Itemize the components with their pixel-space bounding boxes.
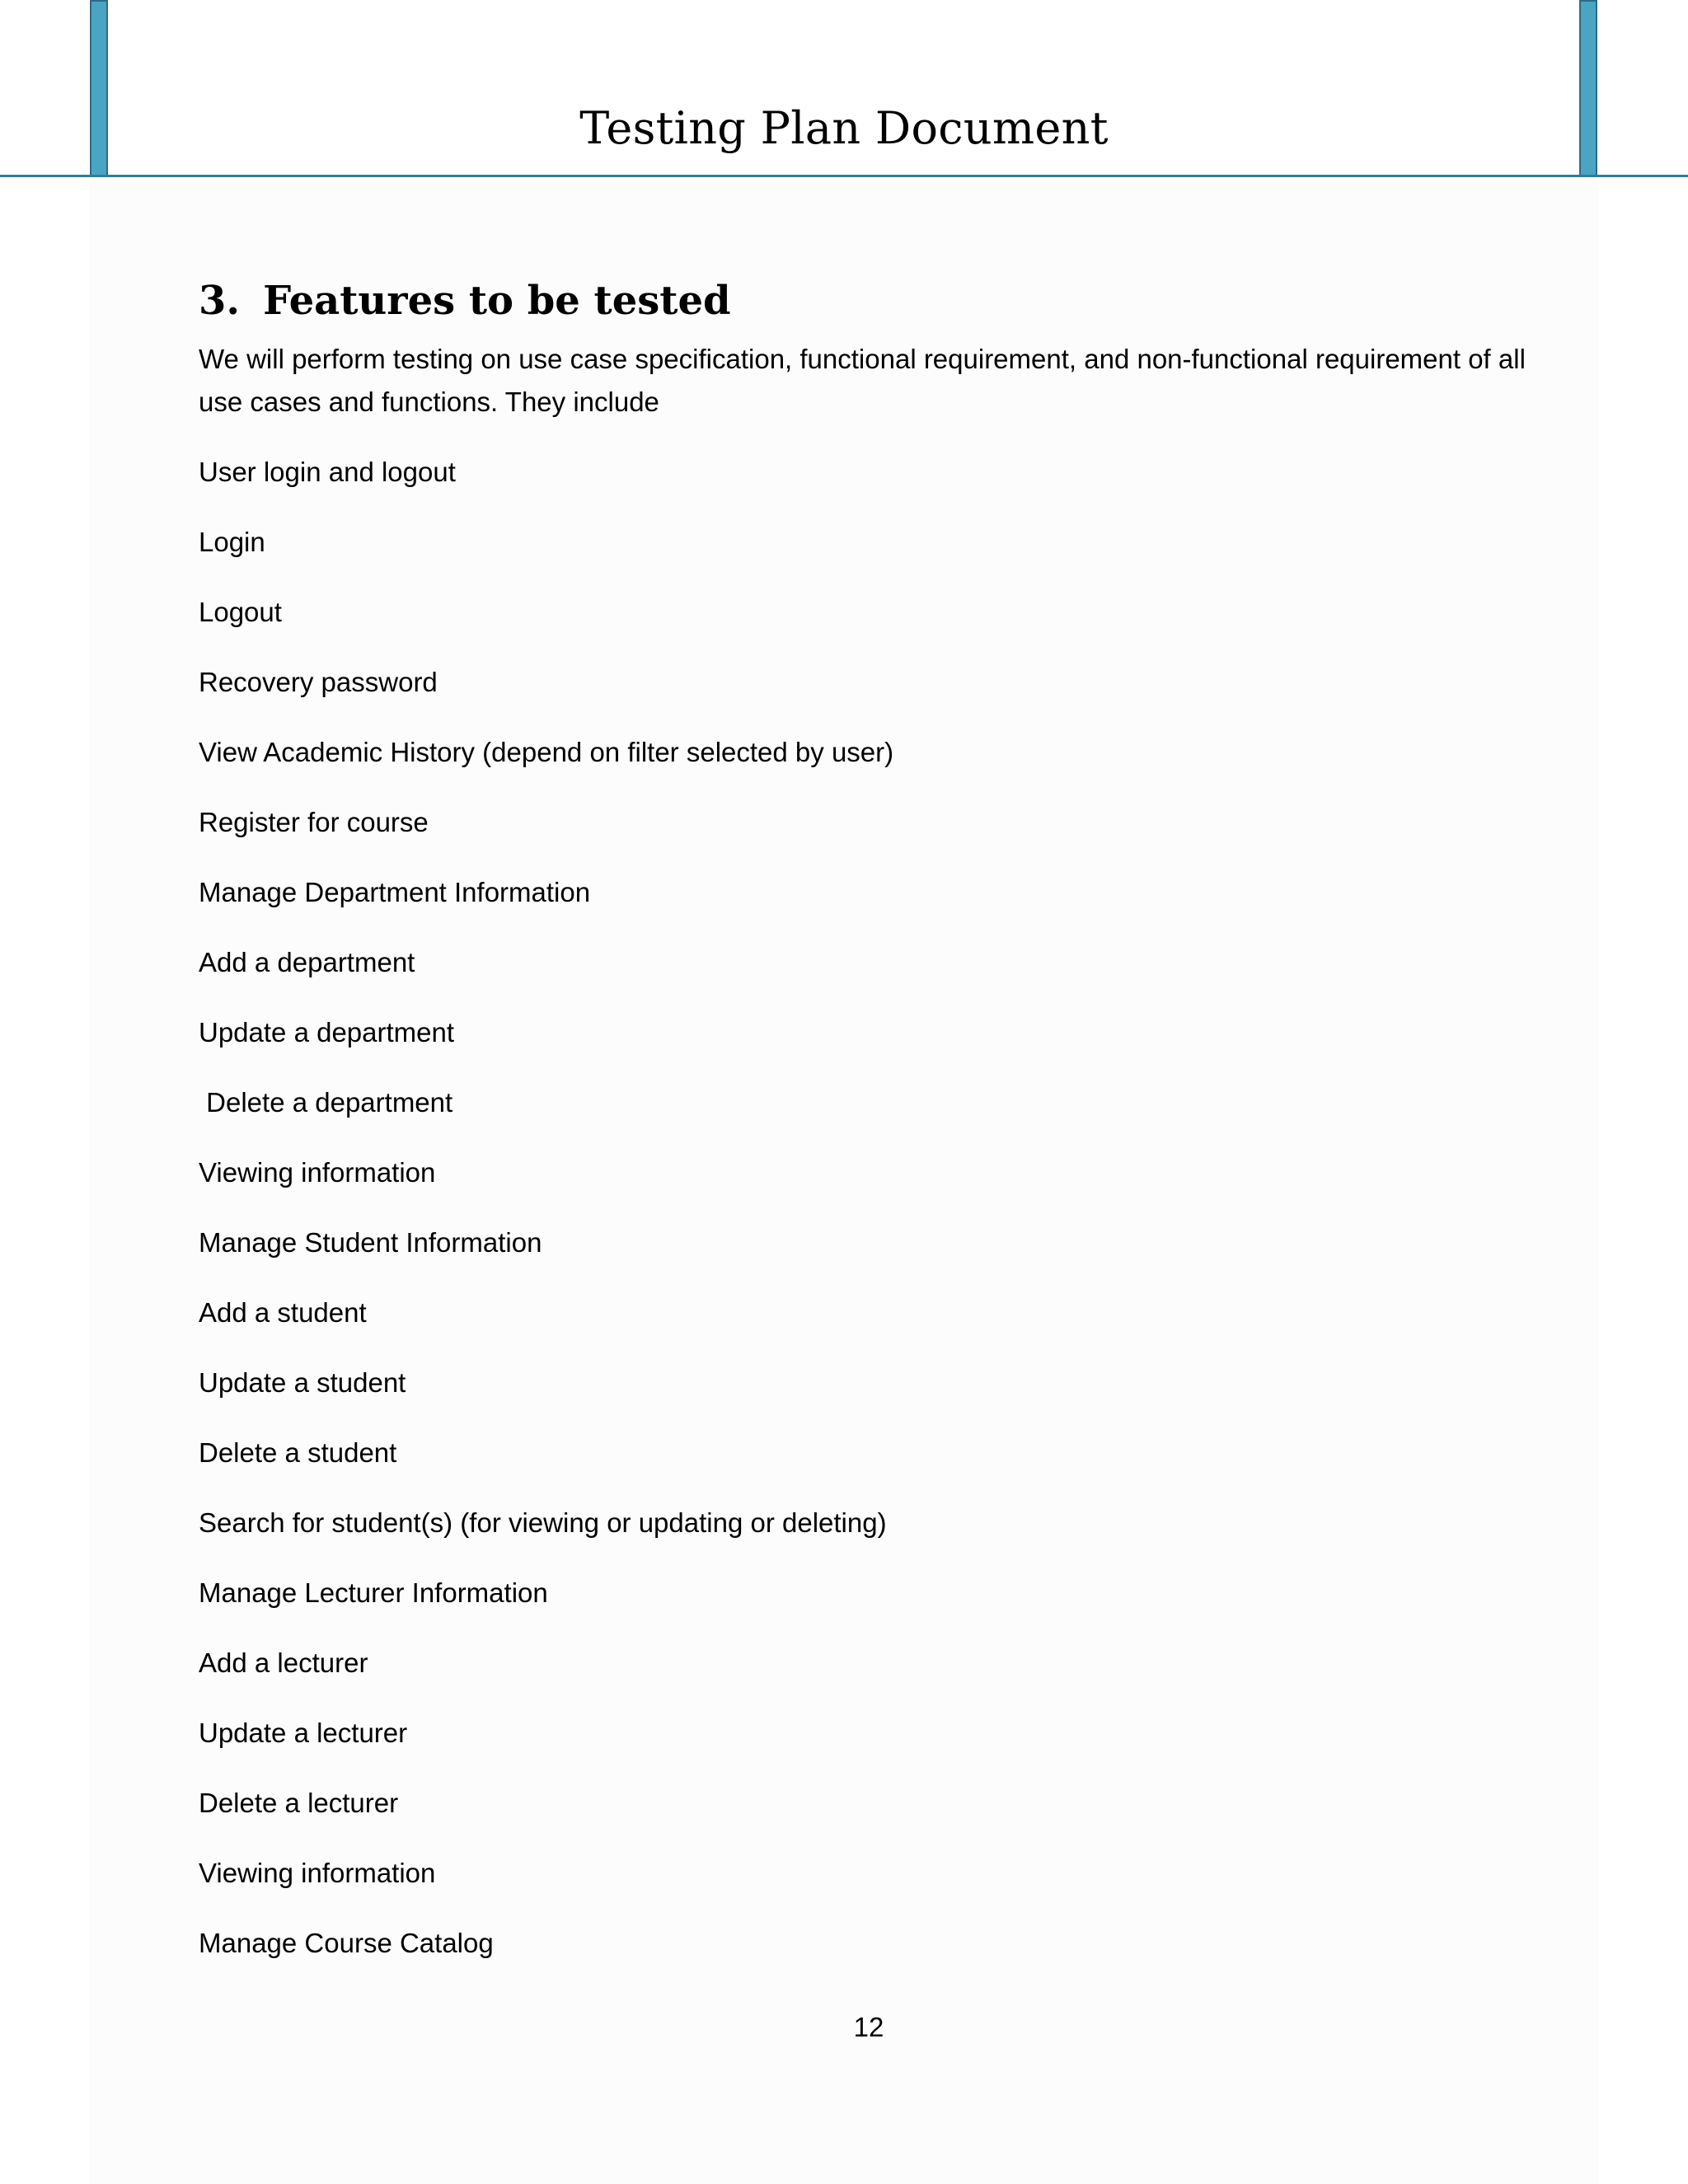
feature-item: Delete a student (199, 1437, 397, 1468)
feature-item: Search for student(s) (for viewing or updating or deleting) (199, 1507, 887, 1538)
feature-item: Register for course (199, 807, 429, 837)
feature-item: Manage Lecturer Information (199, 1577, 548, 1608)
feature-item: Delete a lecturer (199, 1788, 399, 1818)
feature-item: View Academic History (depend on filter selected by user) (199, 737, 894, 767)
section-heading (199, 272, 731, 330)
feature-item: Delete a department (199, 1087, 453, 1118)
feature-item: Manage Department Information (199, 877, 591, 907)
section-title: Features to be tested (263, 278, 731, 324)
feature-list (199, 451, 893, 1992)
section-number: 3. (199, 278, 241, 324)
document-title: Testing Plan Document (579, 102, 1109, 154)
feature-item: User login and logout (199, 457, 456, 487)
feature-item: Viewing information (199, 1858, 436, 1888)
feature-item: Add a department (199, 947, 415, 977)
feature-item: Logout (199, 597, 282, 627)
feature-item: Login (199, 527, 265, 557)
feature-item: Recovery password (199, 667, 438, 697)
feature-item: Manage Course Catalog (199, 1928, 494, 1958)
feature-item: Manage Student Information (199, 1227, 542, 1258)
feature-item: Viewing information (199, 1157, 436, 1188)
header-divider (0, 175, 1688, 177)
page-number: 12 (853, 2012, 884, 2042)
feature-item: Update a student (199, 1367, 406, 1398)
section-intro: We will perform testing on use case specification, functional requirement, and non-functional requirement of all use cases and functions. They include (199, 344, 1526, 417)
feature-item: Add a lecturer (199, 1647, 368, 1678)
feature-item: Add a student (199, 1297, 367, 1328)
feature-item: Update a department (199, 1017, 455, 1047)
feature-item: Update a lecturer (199, 1718, 408, 1748)
